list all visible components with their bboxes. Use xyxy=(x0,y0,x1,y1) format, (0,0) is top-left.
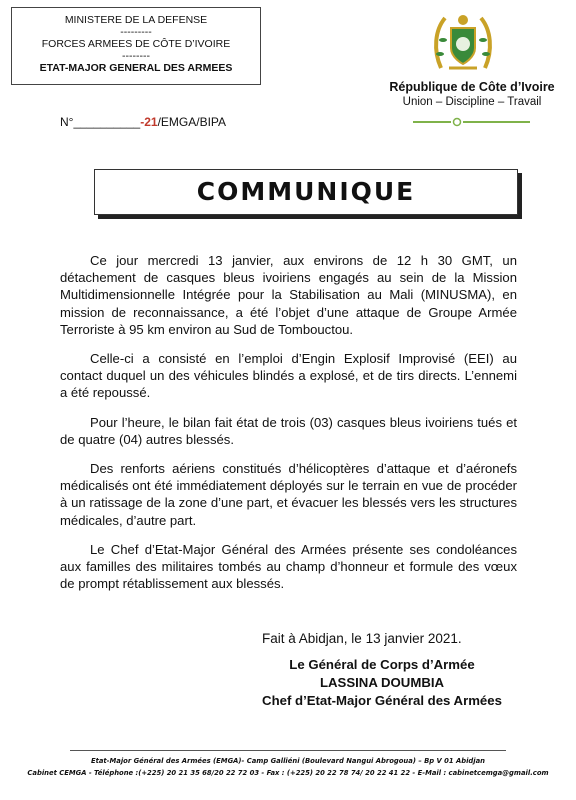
reference-prefix: N° xyxy=(60,115,74,129)
communique-body xyxy=(60,252,517,604)
ministry-separator: -------- xyxy=(122,50,150,62)
ministry-header xyxy=(11,7,261,85)
footer-contact: Cabinet CEMGA - Téléphone :(+225) 20 21 35 68/20 22 72 03 - Fax : (+225) 20 22 78 74/ 20 22 41 22 - E-Mail : cabinetcemga@gmail.com xyxy=(27,769,549,777)
footer-divider xyxy=(70,750,506,751)
republic-header xyxy=(372,80,572,109)
reference-code: -21 xyxy=(140,115,158,129)
paragraph: Le Chef d’Etat-Major Général des Armées présente ses condoléances aux familles des militaires tombés au champ d’honneur et formule des vœux de prompt rétablissement aux blessés. xyxy=(60,541,517,592)
title-box xyxy=(94,169,518,215)
republic-name: République de Côte d’Ivoire xyxy=(389,80,555,94)
ministry-separator: --------- xyxy=(120,26,152,38)
footer-address: Etat-Major Général des Armées (EMGA)- Camp Galliéni (Boulevard Nangui Abrogoua) – Bp V 01 Abidjan xyxy=(90,757,486,765)
elephant-coat-of-arms-icon xyxy=(431,10,495,74)
ministry-line-defense: MINISTERE DE LA DEFENSE xyxy=(64,14,208,26)
document-title: COMMUNIQUE xyxy=(196,177,416,206)
reference-blank: __________ xyxy=(73,115,141,129)
reference-suffix: /EMGA/BIPA xyxy=(157,115,227,129)
paragraph: Celle-ci a consisté en l’emploi d’Engin Explosif Improvisé (EEI) au contact duquel un des véhicules blindés a explosé, et de tirs directs. L’ennemi a été repoussé. xyxy=(60,351,517,401)
footer xyxy=(0,755,576,779)
signature-block xyxy=(222,656,542,710)
republic-motto: Union – Discipline – Travail xyxy=(402,96,542,108)
paragraph: Des renforts aériens constitués d’hélicoptères d’attaque et d’aéronefs médicalisés ont été immédiatement déployés sur le terrain en vue de procéder à un ratissage de la zone d’une part, et évacuer les blessés vers les structures médicales, d’autre part. xyxy=(60,461,517,528)
paragraph: Pour l’heure, le bilan fait état de trois (03) casques bleus ivoiriens tués et de quatre (04) autres blessés. xyxy=(60,414,517,447)
signatory-title: Chef d’Etat-Major Général des Armées xyxy=(262,693,502,708)
ministry-line-forces: FORCES ARMEES DE CÔTE D’IVOIRE xyxy=(41,38,231,50)
signatory-rank: Le Général de Corps d’Armée xyxy=(289,657,475,672)
place-and-date: Fait à Abidjan, le 13 janvier 2021. xyxy=(262,631,462,646)
paragraph: Ce jour mercredi 13 janvier, aux environs de 12 h 30 GMT, un détachement de casques bleus ivoiriens engagés au sein de la Mission Multidimensionnelle Intégrée pour la Stabilisation au Mali (MINUSMA), en mission de reconnaissance, a été l’objet d’une attaque de Groupe Armée Terroriste à 95 km environ au Sud de Tombouctou. xyxy=(60,253,517,337)
ministry-line-etat-major: ETAT-MAJOR GENERAL DES ARMEES xyxy=(39,62,233,74)
reference-number xyxy=(60,115,226,129)
decorative-rule xyxy=(413,117,530,127)
signatory-name: LASSINA DOUMBIA xyxy=(319,675,445,690)
